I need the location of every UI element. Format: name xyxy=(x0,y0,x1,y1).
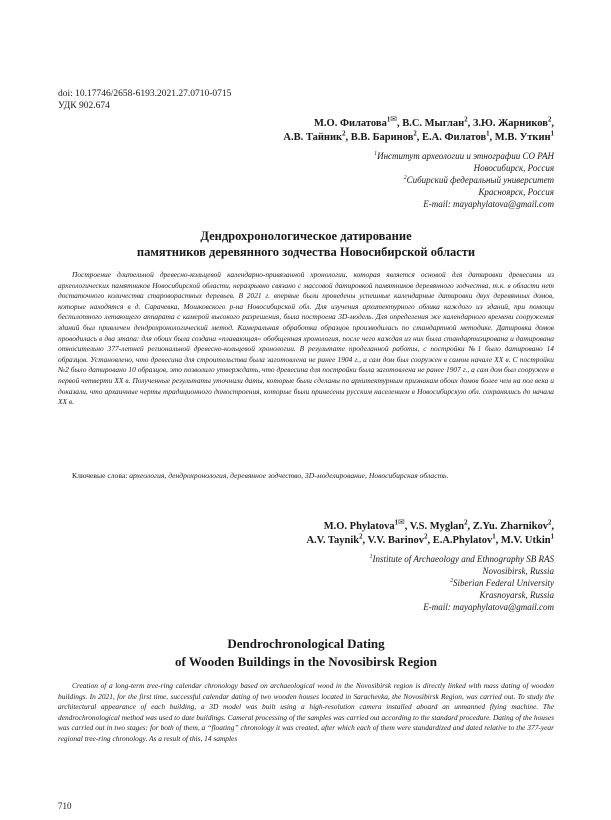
author-name: V.S. Myglan xyxy=(409,521,465,532)
en-authors-line1 xyxy=(58,517,554,534)
author-separator: , xyxy=(396,118,403,129)
page-number: 710 xyxy=(58,801,72,811)
author-name: М.В. Уткин xyxy=(494,132,551,143)
affil-sup: 2 xyxy=(403,175,407,181)
udk: УДК 902.674 xyxy=(58,101,110,111)
en-authors xyxy=(58,517,554,548)
ru-authors-line2 xyxy=(58,131,554,145)
ru-authors xyxy=(58,114,554,145)
ru-title-line1: Дендрохронологическое датирование xyxy=(200,229,412,243)
en-email[interactable]: E-mail: mayaphylatova@gmail.com xyxy=(423,602,554,612)
author-affil-sup: 2 xyxy=(464,116,468,124)
author-separator: , xyxy=(489,132,495,143)
author-name: V.V. Barinov xyxy=(367,535,425,546)
author-affil-sup: 1 xyxy=(386,116,391,124)
doi[interactable]: doi: 10.17746/2658-6193.2021.27.0710-0715 xyxy=(58,89,232,99)
author-name: E.A.Phylatov xyxy=(432,535,493,546)
author-name: M.V. Utkin xyxy=(500,535,551,546)
ru-affiliation-1-city: Новосибирск, Россия xyxy=(473,163,554,173)
author-separator: , xyxy=(362,535,368,546)
en-affiliation-1-city: Novosibirsk, Russia xyxy=(482,566,554,576)
author-separator: , xyxy=(416,132,423,143)
author-separator: , xyxy=(551,118,554,129)
author-name: Z.Yu. Zharnikov xyxy=(472,521,548,532)
author-affil-sup: 1 xyxy=(550,533,554,541)
en-authors-line2 xyxy=(58,534,554,548)
ru-keywords-label: Ключевые слова: xyxy=(72,471,128,480)
author-affil-sup: 2 xyxy=(342,130,346,138)
article-meta xyxy=(58,88,231,112)
envelope-icon[interactable]: ✉ xyxy=(390,114,397,124)
author-separator: , xyxy=(427,535,433,546)
author-name: М.О. Филатова xyxy=(314,118,387,129)
envelope-icon[interactable]: ✉ xyxy=(397,517,405,527)
author-affil-sup: 2 xyxy=(424,533,428,541)
author-name: M.O. Phylatova xyxy=(323,521,395,532)
author-affil-sup: 2 xyxy=(413,130,417,138)
author-name: З.Ю. Жарников xyxy=(472,118,548,129)
ru-keywords-text: археология, дендрохронология, деревянное зодчество, 3D-моделирование, Новосибирская область. xyxy=(129,471,449,480)
ru-authors-line1 xyxy=(58,114,554,131)
author-separator: , xyxy=(495,535,501,546)
affil-name: Институт археологии и этнографии СО РАН xyxy=(377,151,554,161)
author-name: В.В. Баринов xyxy=(350,132,414,143)
ru-affiliation-1 xyxy=(58,150,554,162)
author-affil-sup: 2 xyxy=(547,519,552,527)
ru-keywords xyxy=(58,471,554,482)
author-affil-sup: 1 xyxy=(394,519,398,527)
ru-affiliation-2-city: Красноярск, Россия xyxy=(478,187,554,197)
author-separator: , xyxy=(345,132,351,143)
author-affil-sup: 1 xyxy=(550,130,554,138)
author-name: Е.А. Филатов xyxy=(422,132,487,143)
author-name: A.V. Taynik xyxy=(306,535,360,546)
author-separator: , xyxy=(551,521,554,532)
affil-sup: 1 xyxy=(374,151,378,157)
author-affil-sup: 2 xyxy=(359,533,363,541)
author-separator: , xyxy=(404,521,410,532)
ru-title xyxy=(58,228,554,260)
author-name: А.В. Тайник xyxy=(283,132,343,143)
ru-title-line2: памятников деревянного зодчества Новосибирской области xyxy=(136,245,476,259)
en-title-line1: Dendrochronological Dating xyxy=(227,636,385,651)
author-separator: , xyxy=(467,521,473,532)
author-separator: , xyxy=(467,118,473,129)
author-affil-sup: 1 xyxy=(492,533,496,541)
en-abstract: Creation of a long-term tree-ring calendar chronology based on archaeological wood in the Novosibirsk region is directly linked with mass dating of wooden buildings. In 2021, for the first time, successful calendar dating of two wooden houses located in Sarachevka, the Novosibirsk Region, was carried out. To study the architectural appearance of each building, a 3D model was built using a high-resolution camera installed aboard an unmanned flying machine. The dendrochronological method was used to date buildings. Cameral processing of the samples was carried out according to the standard procedure. Dating of the houses was carried out in two stages: for both of them, a “floating” chronology it was created, after which each of them were standardized and dated relative to the 377-year regional tree-ring chronology. As a result of this, 14 samples xyxy=(58,681,554,743)
author-affil-sup: 1 xyxy=(486,130,490,138)
ru-affiliation-2 xyxy=(58,174,554,186)
ru-affiliations xyxy=(58,150,554,210)
author-affil-sup: 2 xyxy=(464,519,468,527)
affil-name: Institute of Archaeology and Ethnography SB RAS xyxy=(372,554,554,564)
ru-abstract: Построение длительной древесно-кольцевой календарно-привязанной хронологии, которая является основой для датировки древесины из археологических памятников Новосибирской области, неразрывно связано с массовой датировкой памятников деревянного зодчества, т.к. в области нет достаточного количества староворастных деревьев. В 2021 г. впервые были проведены успешные календарные датировки двух деревянных домов, которые находятся в д. Сарачевка, Мошковского р-на Новосибирской обл. Для изучения архитектурного облика каждого из зданий, при помощи беспилотного летающего аппарата с камерой высокого разрешения, была построена 3D-модель. Для определения же календарного времени сооружения зданий был привлечен дендрохронологический метод. Камеральная обработка образцов производилась по стандартной методике. Датировка домов проводилась в два этапа: для обоих была создана «плавающая» обобщенная хронология, после чего каждая из них была стандартизирована и датирована относительно 377-летней региональной древесно-кольцевой хронологии. В результате проделанной работы, с постройки №1 было датировано 14 образцов. Установлено, что древесина для строительства была заготовлена не ранее 1904 г., а сам дом был сооружен в самом начале XX в. С постройки №2 было датировано 10 образцов, это позволило утверждать, что древесина для постройки была заготовлена не ранее 1907 г., а сам дом был сооружен в первой четверти XX в. Полученные результаты уточнили даты, которые были сделаны по архитектурным признакам обоих домов более чем на пол века и доказали, что архаичные черты традиционного домостроения, которые были принесены русским населением в Новосибирскую обл. сохранялись до начала XX в. xyxy=(58,270,554,407)
en-affiliation-1 xyxy=(58,553,554,565)
author-name: В.С. Мыглан xyxy=(402,118,465,129)
ru-email[interactable]: E-mail: mayaphylatova@gmail.com xyxy=(423,199,554,209)
author-affil-sup: 2 xyxy=(547,116,552,124)
en-title-line2: of Wooden Buildings in the Novosibirsk Region xyxy=(175,654,437,669)
en-affiliation-2 xyxy=(58,577,554,589)
en-affiliation-2-city: Krasnoyarsk, Russia xyxy=(479,590,554,600)
affil-sup: 2 xyxy=(450,578,454,584)
affil-sup: 1 xyxy=(369,554,373,560)
en-title xyxy=(58,635,554,671)
en-affiliations xyxy=(58,553,554,613)
affil-name: Сибирский федеральный университет xyxy=(406,175,554,185)
affil-name: Siberian Federal University xyxy=(453,578,554,588)
